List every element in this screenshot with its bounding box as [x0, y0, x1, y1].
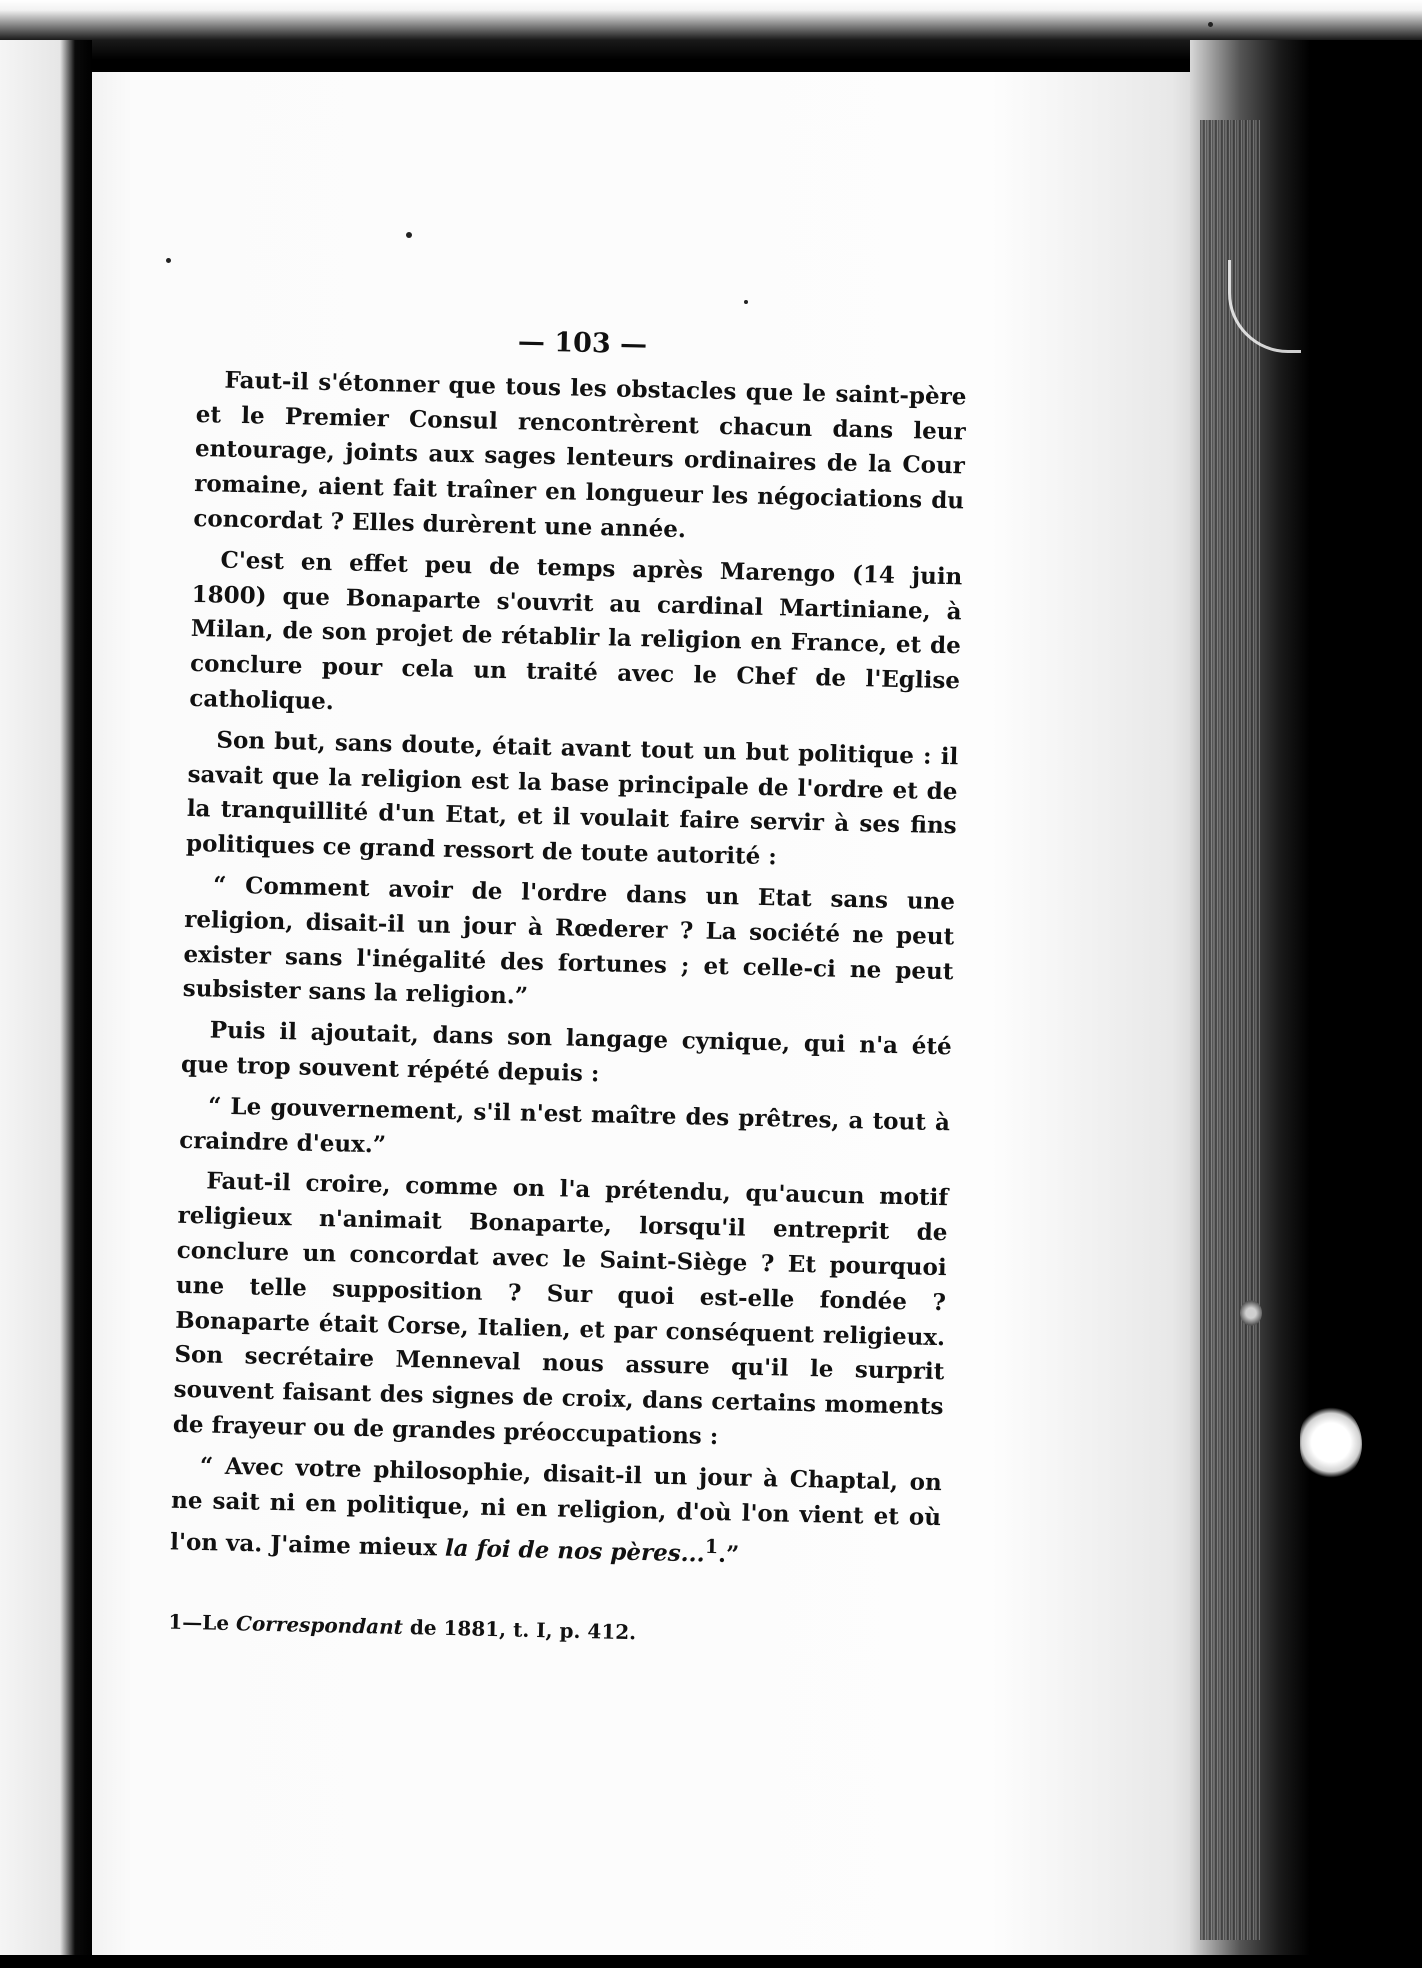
quotation: “ Le gouvernement, s'il n'est maître des prêtres, a tout à craindre d'eux.” — [179, 1092, 951, 1159]
footnote-rest: de 1881, t. I, p. 412. — [402, 1614, 637, 1645]
footnote-prefix: 1—Le — [168, 1609, 237, 1635]
paragraph: Faut-il croire, comme on l'a prétendu, qu'aucun motif religieux n'animait Bonaparte, lorsqu'il entreprit de conclure un concordat avec le Saint-Siège ? Et pourquoi une telle supposition ? Sur quoi est-elle fondée ? Bonaparte était Corse, Italien, et par conséquent religieux. Son secrétaire Menneval nous assure qu'il le surprit souvent faisant des signes de croix, dans certains moments de frayeur ou de grandes préoccupations : — [172, 1167, 949, 1450]
ink-speck — [1208, 22, 1213, 27]
quotation: “ Comment avoir de l'ordre dans un Etat sans une religion, disait-il un jour à Rœderer ? La société ne peut exister sans l'inégalité des fortunes ; et celle-ci ne peut subsister sans la religion.” — [182, 871, 956, 1011]
paper-spot — [1240, 1300, 1262, 1326]
paragraph: Puis il ajoutait, dans son langage cynique, qui n'a été que trop souvent répété depuis : — [180, 1016, 952, 1088]
paragraph: Son but, sans doute, était avant tout un but politique : il savait que la religion est la base principale de l'ordre et de la tranquillité d'un Etat, et il voulait faire servir à ses fins politiques ce grand ressort de toute autorité : — [185, 726, 959, 871]
quotation-last — [170, 1448, 942, 1577]
page-stack-edge — [1200, 120, 1260, 1940]
page-number: — 103 — — [517, 326, 648, 361]
paragraph: C'est en effet peu de temps après Marengo (14 juin 1800) que Bonaparte s'ouvrit au cardinal Martiniane, à Milan, de son projet de rétablir la religion en France, et de conclure pour cela un traité avec le Chef de l'Eglise catholique. — [189, 546, 963, 716]
paragraph: Faut-il s'étonner que tous les obstacles que le saint-père et le Premier Consul rencontrèrent chacun dans leur entourage, joints aux sages lenteurs ordinaires de la Cour romaine, aient fait traîner en longueur les négociations du concordat ? Elles durèrent une année. — [193, 366, 967, 544]
scanner-frame-bottom — [0, 1955, 1422, 1968]
quotation-close: .” — [717, 1541, 740, 1569]
page-text — [168, 318, 968, 1663]
footnote-reference: 1 — [704, 1535, 719, 1559]
ink-speck — [744, 300, 748, 304]
paper-blot — [1300, 1405, 1362, 1480]
quotation-italic: la foi de nos pères... — [444, 1534, 706, 1568]
ink-speck — [406, 232, 412, 238]
footnote-title: Correspondant — [235, 1610, 404, 1639]
scanner-frame-left — [0, 40, 92, 1968]
ink-speck — [166, 258, 171, 263]
quotation-text: “ Avec votre philosophie, disait-il un jour à Chaptal, on ne sait ni en politique, ni en religion, d'où l'on vient et où l'on va. J'aime mieux — [169, 1452, 943, 1562]
